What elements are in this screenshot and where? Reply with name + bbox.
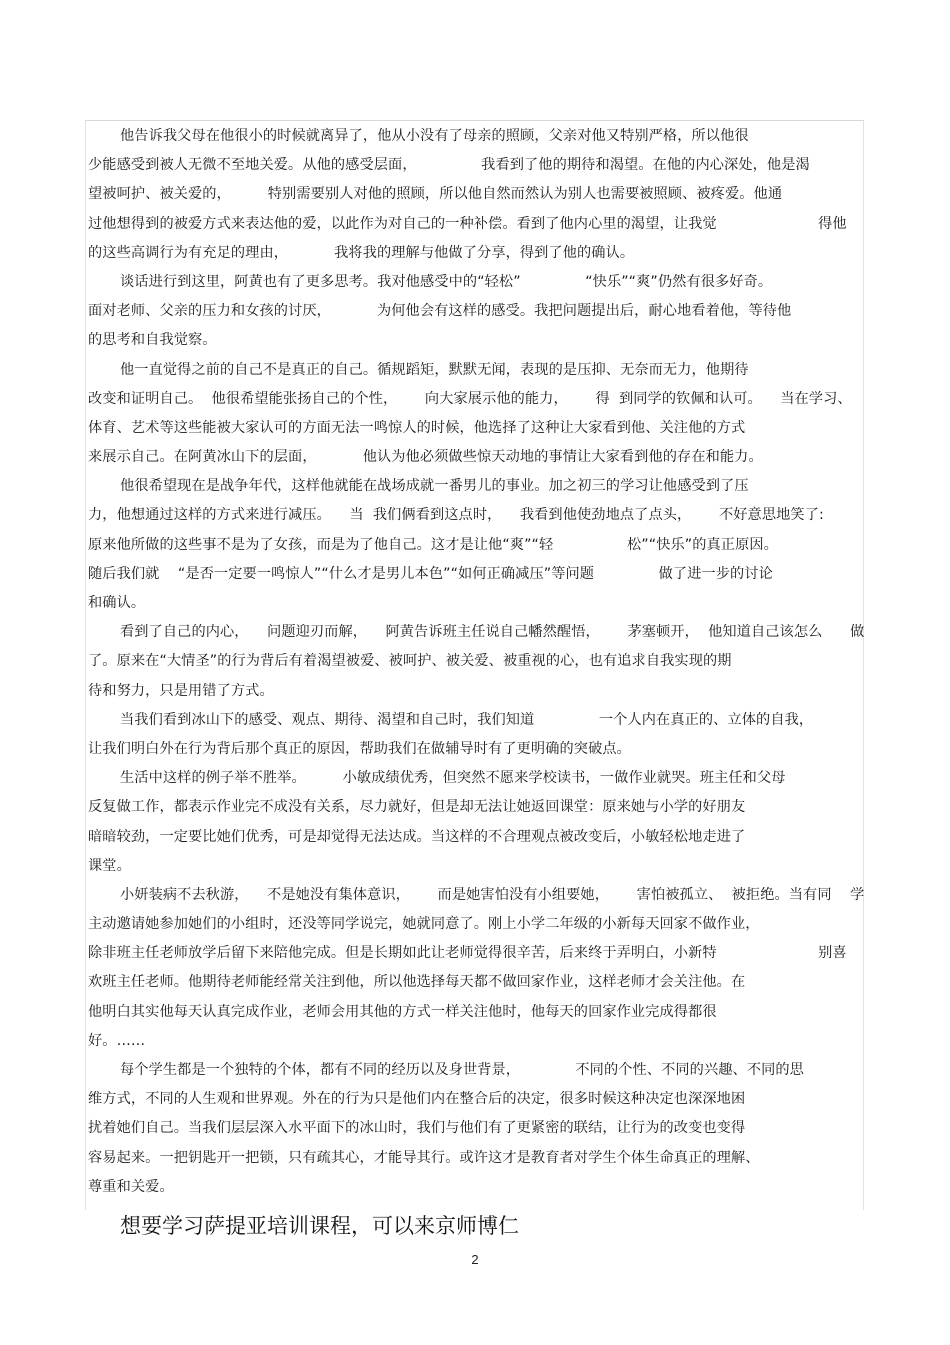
text-line: 和确认。 (88, 595, 146, 611)
text-line: 原来他所做的这些事不是为了女孩，而是为了他自己。这才是让他“爽”“轻 松”“快乐”的真正原因。 (88, 536, 778, 553)
paragraph-lines (88, 122, 864, 1202)
text-line: 尊重和关爱。 (88, 1178, 174, 1195)
document-body (88, 122, 864, 1242)
text-line: 暗暗较劲，一定要比她们优秀，可是却觉得无法达成。当这样的不合理观点被改变后，小敏轻松地走进了 (88, 828, 746, 845)
text-line: 维方式，不同的人生观和世界观。外在的行为只是他们内在整合后的决定，很多时候这种决定也深深地困 (88, 1091, 746, 1108)
text-line: 他告诉我父母在他很小的时候就离异了，他从小没有了母亲的照顾，父亲对他又特别严格，所以他很 (120, 128, 749, 144)
text-line: 体育、艺术等这些能被大家认可的方面无法一鸣惊人的时候，他选择了这种让大家看到他、关注他的方式 (88, 419, 746, 436)
text-line: 课堂。 (88, 857, 131, 874)
text-line: 他一直觉得之前的自己不是真正的自己。循规蹈矩，默默无闻，表现的是压抑、无奈而无力，他期待 (120, 361, 749, 378)
text-line: 谈话进行到这里，阿黄也有了更多思考。我对他感受中的“轻松” “快乐”“爽”仍然有很多好奇。 (120, 273, 773, 290)
text-line: 欢班主任老师。他期待老师能经常关注到他，所以他选择每天都不做回家作业，这样老师才会关注他。在 (88, 974, 746, 991)
text-line: 主动邀请她参加她们的小组时，还没等同学说完，她就同意了。刚上小学二年级的小新每天回家不做作业， (88, 916, 760, 933)
text-line: 少能感受到被人无微不至地关爱。从他的感受层面， 我看到了他的期待和渴望。在他的内心深处，他是渴 (88, 157, 810, 174)
text-line: 他明白其实他每天认真完成作业，老师会用其他的方式一样关注他时，他每天的回家作业完成得都很 (88, 1003, 717, 1020)
text-line: 好。…… (88, 1032, 146, 1049)
text-line: 了。原来在“大情圣”的行为背后有着渴望被爱、被呵护、被关爱、被重视的心，也有追求自我实现的期 (88, 653, 732, 670)
text-line: 的这些高调行为有充足的理由， 我将我的理解与他做了分享，得到了他的确认。 (88, 244, 635, 261)
text-line: 生活中这样的例子举不胜举。 小敏成绩优秀，但突然不愿来学校读书，一做作业就哭。班主任和父母 (120, 770, 786, 787)
text-line: 每个学生都是一个独特的个体，都有不同的经历以及身世背景， 不同的个性、不同的兴趣、不同的思 (120, 1062, 804, 1078)
text-line: 当我们看到冰山下的感受、观点、期待、渴望和自己时，我们知道 一个人内在真正的、立体的自我， (120, 711, 814, 728)
text-line: 力，他想通过这样的方式来进行减压。 当 我们俩看到这点时， 我看到他使劲地点了点头， 不好意思地笑了: (88, 507, 824, 524)
text-line: 小妍装病不去秋游， 不是她没有集体意识， 而是她害怕没有小组要她， 害怕被孤立、 被拒绝。当有同 学 (120, 886, 864, 903)
text-line: 除非班主任老师放学后留下来陪他完成。但是长期如此让老师觉得很辛苦，后来终于弄明白，小新特 别喜 (88, 945, 847, 962)
text-line: 来展示自己。在阿黄冰山下的层面， 他认为他必须做些惊天动地的事情让大家看到他的存在和能力。 (88, 449, 763, 466)
text-line: 让我们明白外在行为背后那个真正的原因，帮助我们在做辅导时有了更明确的突破点。 (88, 740, 631, 757)
text-line: 望被呵护、被关爱的， 特别需要别人对他的照顾，所以他自然而然认为别人也需要被照顾、被疼爱。他通 (88, 186, 783, 203)
text-line: 待和努力，只是用错了方式。 (88, 682, 274, 699)
text-line: 他很希望现在是战争年代，这样他就能在战场成就一番男儿的事业。加之初三的学习让他感受到了压 (120, 478, 749, 495)
text-line: 扰着她们自己。当我们层层深入水平面下的冰山时，我们与他们有了更紧密的联结，让行为的改变也变得 (88, 1120, 746, 1137)
text-line: 面对老师、父亲的压力和女孩的讨厌， 为何他会有这样的感受。我把问题提出后，耐心地看着他，等待他 (88, 303, 792, 320)
text-line: 过他想得到的被爱方式来表达他的爱，以此作为对自己的一种补偿。看到了他内心里的渴望，让我觉 得他 (88, 215, 847, 232)
text-line: 的思考和自我觉察。 (88, 332, 217, 349)
text-line: 反复做工作，都表示作业完不成没有关系，尽力就好，但是却无法让她返回课堂：原来她与小学的好朋友 (88, 799, 746, 816)
text-line: 改变和证明自己。 他很希望能张扬自己的个性， 向大家展示他的能力， 得 到同学的钦佩和认可。 当在学习、 (88, 390, 852, 407)
text-line: 随后我们就 “是否一定要一鸣惊人”“什么才是男儿本色”“如何正确减压”等问题 做了进一步的讨论 (88, 565, 773, 582)
text-line: 容易起来。一把钥匙开一把锁，只有疏其心，才能导其行。或许这才是教育者对学生个体生命真正的理解、 (88, 1149, 760, 1166)
page-number: 2 (471, 1252, 479, 1267)
text-line: 看到了自己的内心， 问题迎刃而解， 阿黄告诉班主任说自己幡然醒悟， 茅塞顿开， 他知道自己该怎么 做 (120, 624, 864, 641)
closing-heading: 想要学习萨提亚培训课程，可以来京师博仁 (120, 1213, 519, 1238)
